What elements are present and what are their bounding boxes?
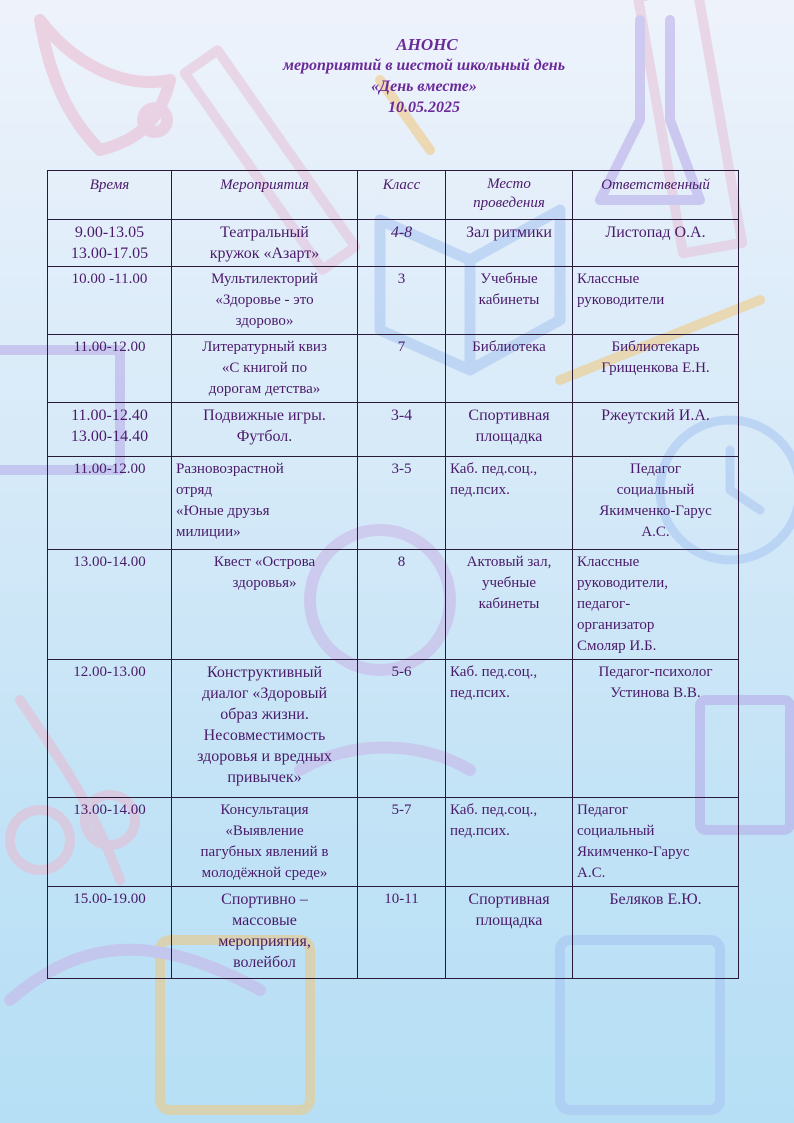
cell-event: Конструктивный диалог «Здоровый образ жизни. Несовместимость здоровья и вредных привычек» (172, 660, 358, 798)
cell-event: Консультация «Выявление пагубных явлений в молодёжной среде» (172, 798, 358, 887)
table-row (48, 220, 739, 267)
cell-event: Литературный квиз «С книгой по дорогам детства» (172, 335, 358, 403)
cell-responsible: Классные руководители (573, 267, 739, 335)
cell-place: Каб. пед.соц., пед.псих. (446, 457, 573, 550)
cell-place: Библиотека (446, 335, 573, 403)
cell-grade: 5-6 (358, 660, 446, 798)
cell-event: Спортивно – массовые мероприятия, волейбол (172, 887, 358, 979)
cell-place: Спортивная площадка (446, 403, 573, 457)
cell-responsible: Классные руководители, педагог- организатор Смоляр И.Б. (573, 550, 739, 660)
table-row (48, 660, 739, 798)
cell-place: Учебные кабинеты (446, 267, 573, 335)
cell-place: Спортивная площадка (446, 887, 573, 979)
schedule-table (47, 170, 739, 979)
cell-event: Мультилекторий «Здоровье - это здорово» (172, 267, 358, 335)
heading-event-name: «День вместе» (371, 78, 477, 95)
cell-place: Каб. пед.соц., пед.псих. (446, 660, 573, 798)
cell-time: 9.00-13.05 13.00-17.05 (48, 220, 172, 267)
cell-grade: 10-11 (358, 887, 446, 979)
table-row (48, 335, 739, 403)
heading-subtitle: мероприятий в шестой школьный день (282, 57, 565, 74)
cell-responsible: Педагог социальный Якимченко-Гарус А.С. (573, 457, 739, 550)
cell-event: Театральный кружок «Азарт» (172, 220, 358, 267)
announcement-heading (0, 34, 794, 118)
cell-place: Актовый зал, учебные кабинеты (446, 550, 573, 660)
header-time: Время (48, 171, 172, 220)
cell-grade: 4-8 (358, 220, 446, 267)
cell-time: 11.00-12.00 (48, 457, 172, 550)
cell-time: 13.00-14.00 (48, 550, 172, 660)
cell-place: Каб. пед.соц., пед.псих. (446, 798, 573, 887)
table-row (48, 798, 739, 887)
cell-time: 12.00-13.00 (48, 660, 172, 798)
heading-title: АНОНС (396, 35, 458, 54)
cell-responsible: Библиотекарь Грищенкова Е.Н. (573, 335, 739, 403)
table-row (48, 887, 739, 979)
cell-grade: 3-4 (358, 403, 446, 457)
cell-grade: 3-5 (358, 457, 446, 550)
table-row (48, 267, 739, 335)
cell-time: 15.00-19.00 (48, 887, 172, 979)
cell-time: 13.00-14.00 (48, 798, 172, 887)
table-row (48, 403, 739, 457)
cell-grade: 5-7 (358, 798, 446, 887)
cell-responsible: Ржеутский И.А. (573, 403, 739, 457)
cell-responsible: Педагог социальный Якимченко-Гарус А.С. (573, 798, 739, 887)
heading-date: 10.05.2025 (388, 99, 460, 116)
cell-time: 11.00-12.40 13.00-14.40 (48, 403, 172, 457)
table-header-row (48, 171, 739, 220)
cell-grade: 3 (358, 267, 446, 335)
cell-event: Подвижные игры. Футбол. (172, 403, 358, 457)
cell-time: 11.00-12.00 (48, 335, 172, 403)
cell-event: Разновозрастной отряд «Юные друзья милиции» (172, 457, 358, 550)
cell-event: Квест «Острова здоровья» (172, 550, 358, 660)
cell-grade: 7 (358, 335, 446, 403)
header-place: Место проведения (446, 171, 573, 220)
header-event: Мероприятия (172, 171, 358, 220)
cell-responsible: Беляков Е.Ю. (573, 887, 739, 979)
cell-responsible: Педагог-психолог Устинова В.В. (573, 660, 739, 798)
header-grade: Класс (358, 171, 446, 220)
cell-time: 10.00 -11.00 (48, 267, 172, 335)
header-responsible: Ответственный (573, 171, 739, 220)
cell-place: Зал ритмики (446, 220, 573, 267)
table-row (48, 550, 739, 660)
table-row (48, 457, 739, 550)
cell-responsible: Листопад О.А. (573, 220, 739, 267)
cell-grade: 8 (358, 550, 446, 660)
